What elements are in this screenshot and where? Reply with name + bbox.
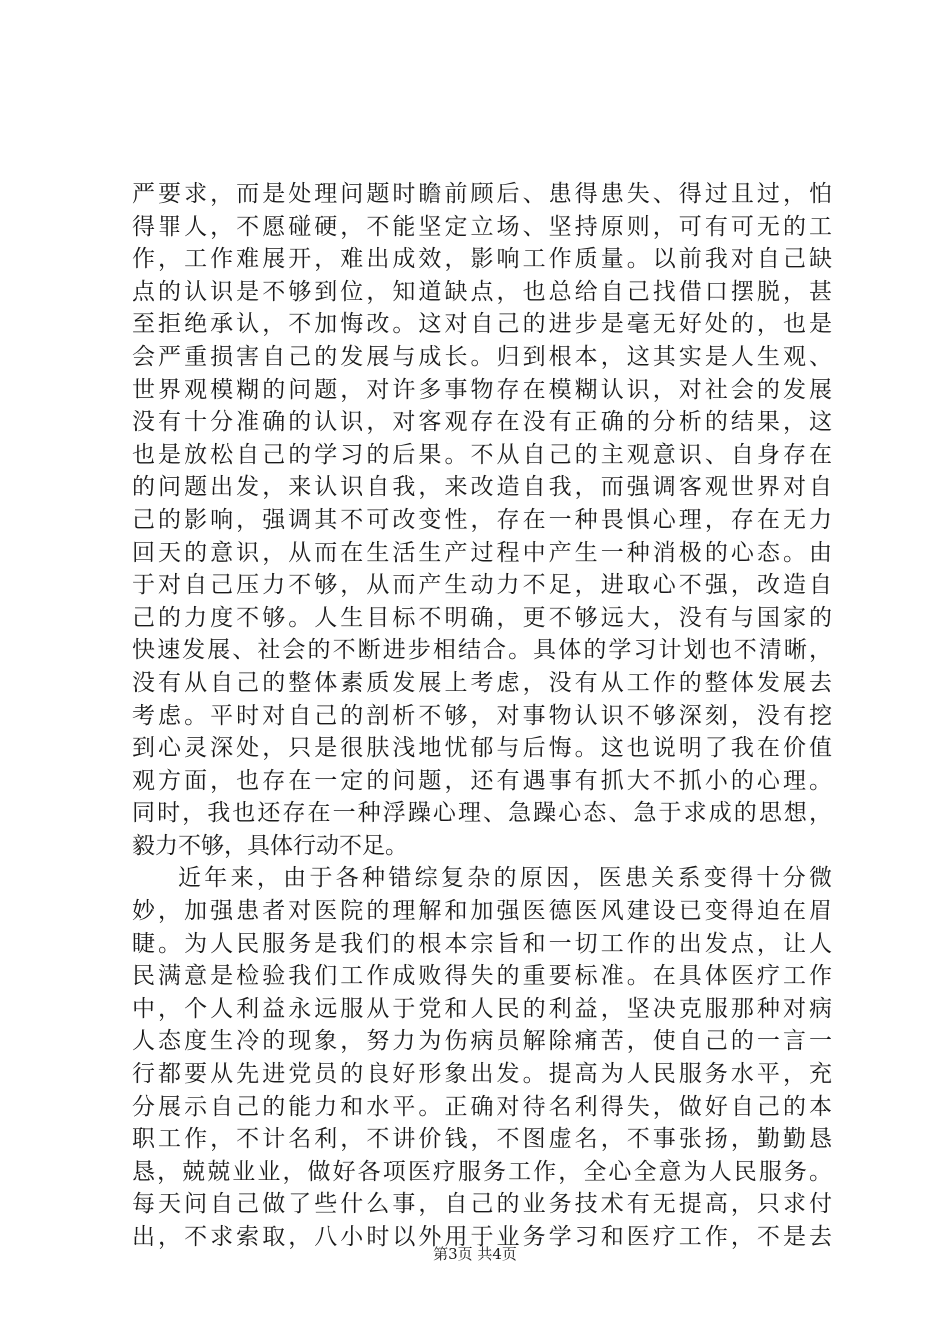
text-line: 人态度生冷的现象，努力为伤病员解除痛苦，使自己的一言一 [132,1028,832,1055]
text-line: 世界观模糊的问题，对许多事物存在模糊认识，对社会的发展 [132,376,832,403]
text-line: 职工作，不计名利，不讲价钱，不图虚名，不事张扬，勤勤恳 [132,1126,832,1153]
text-line: 行都要从先进党员的良好形象出发。提高为人民服务水平，充 [132,1061,832,1088]
text-line: 近年来，由于各种错综复杂的原因，医患关系变得十分微 [178,865,832,892]
text-line: 考虑。平时对自己的剖析不够，对事物认识不够深刻，没有挖 [132,702,832,729]
text-line: 会严重损害自己的发展与成长。归到根本，这其实是人生观、 [132,343,832,370]
text-line: 没有十分准确的认识，对客观存在没有正确的分析的结果，这 [132,409,832,436]
text-line: 点的认识是不够到位，知道缺点，也总给自己找借口摆脱，甚 [132,278,832,305]
text-line: 妙，加强患者对医院的理解和加强医德医风建设已变得迫在眉 [132,898,832,925]
text-line: 于对自己压力不够，从而产生动力不足，进取心不强，改造自 [132,572,832,599]
body-text [132,178,832,1254]
text-line: 恳，兢兢业业，做好各项医疗服务工作，全心全意为人民服务。 [132,1158,832,1185]
text-line: 作，工作难展开，难出成效，影响工作质量。以前我对自己缺 [132,246,832,273]
text-line: 分展示自己的能力和水平。正确对待名利得失，做好自己的本 [132,1093,832,1120]
text-line: 没有从自己的整体素质发展上考虑，没有从工作的整体发展去 [132,669,832,696]
text-line: 同时，我也还存在一种浮躁心理、急躁心态、急于求成的思想， [132,800,832,827]
text-line: 己的影响，强调其不可改变性，存在一种畏惧心理，存在无力 [132,506,832,533]
text-line: 每天问自己做了些什么事，自己的业务技术有无提高，只求付 [132,1191,832,1218]
text-line: 观方面，也存在一定的问题，还有遇事有抓大不抓小的心理。 [132,767,832,794]
text-line: 睫。为人民服务是我们的根本宗旨和一切工作的出发点，让人 [132,930,832,957]
paragraph [132,862,832,1253]
text-line: 严要求，而是处理问题时瞻前顾后、患得患失、得过且过，怕 [132,181,832,207]
text-line: 己的力度不够。人生目标不明确，更不够远大，没有与国家的 [132,604,832,631]
text-line: 民满意是检验我们工作成败得失的重要标准。在具体医疗工作 [132,963,832,990]
paragraph [132,178,832,862]
text-line: 毅力不够，具体行动不足。 [132,832,408,859]
text-line: 的问题出发，来认识自我，来改造自我，而强调客观世界对自 [132,474,832,501]
text-line: 也是放松自己的学习的后果。不从自己的主观意识、自身存在 [132,441,832,468]
text-line: 到心灵深处，只是很肤浅地忧郁与后悔。这也说明了我在价值 [132,735,832,762]
text-line: 至拒绝承认，不加悔改。这对自己的进步是毫无好处的，也是 [132,311,832,338]
page-footer: 第3页 共4页 [433,1245,517,1263]
text-line: 中，个人利益永远服从于党和人民的利益，坚决克服那种对病 [132,995,832,1022]
text-line: 得罪人，不愿碰硬，不能坚定立场、坚持原则，可有可无的工 [132,213,832,240]
text-line: 回天的意识，从而在生活生产过程中产生一种消极的心态。由 [132,539,832,566]
text-line: 出，不求索取，八小时以外用于业务学习和医疗工作，不是去 [132,1224,832,1250]
text-line: 快速发展、社会的不断进步相结合。具体的学习计划也不清晰， [132,637,832,664]
